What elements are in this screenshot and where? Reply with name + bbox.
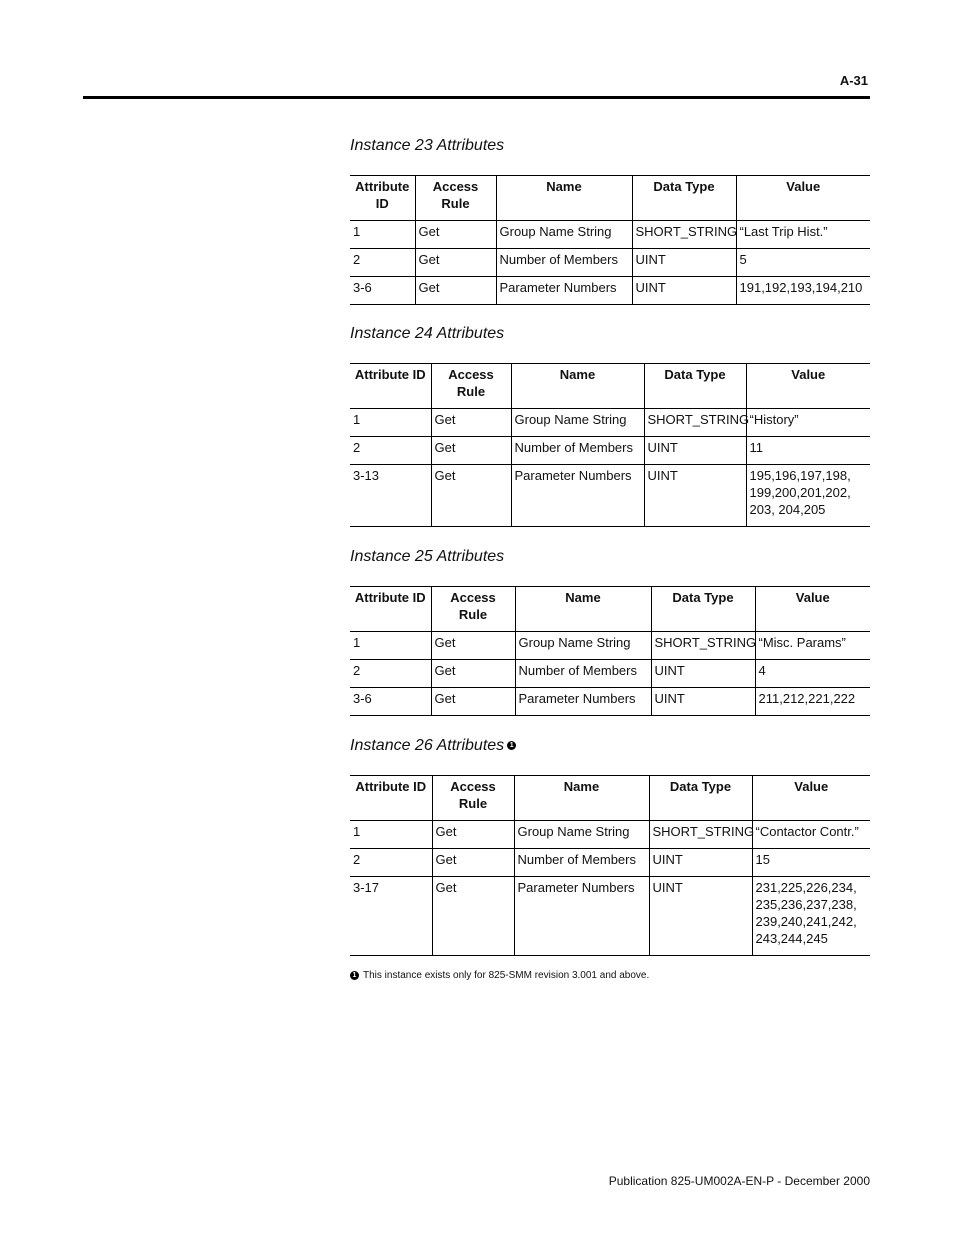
cell-name: Parameter Numbers: [514, 877, 649, 956]
header-attribute-id: Attribute ID: [350, 176, 415, 221]
cell-access-rule: Get: [432, 821, 514, 849]
cell-name: Parameter Numbers: [496, 277, 632, 305]
header-name: Name: [515, 587, 651, 632]
footnote-text: This instance exists only for 825-SMM revision 3.001 and above.: [363, 970, 650, 981]
header-data-type: Data Type: [632, 176, 736, 221]
header-name: Name: [496, 176, 632, 221]
header-value: Value: [755, 587, 870, 632]
publication-footer: Publication 825-UM002A-EN-P - December 2000: [608, 1174, 870, 1188]
header-data-type: Data Type: [651, 587, 755, 632]
cell-data-type: UINT: [649, 877, 752, 956]
instance-24-section: [350, 324, 870, 527]
header-rule: [83, 96, 870, 99]
cell-name: Group Name String: [515, 632, 651, 660]
cell-access-rule: Get: [415, 277, 496, 305]
instance-24-table: [350, 363, 870, 527]
cell-access-rule: Get: [415, 249, 496, 277]
cell-value: “Last Trip Hist.”: [736, 221, 870, 249]
footnote-marker-icon: 1: [507, 741, 516, 750]
table-row: [350, 849, 870, 877]
cell-value: 195,196,197,198, 199,200,201,202, 203, 204,205: [746, 465, 870, 527]
instance-25-section: [350, 547, 870, 716]
cell-value: “History”: [746, 409, 870, 437]
cell-access-rule: Get: [415, 221, 496, 249]
cell-name: Parameter Numbers: [511, 465, 644, 527]
table-row: [350, 437, 870, 465]
instance-25-table: [350, 586, 870, 716]
cell-attribute-id: 1: [350, 409, 431, 437]
header-access-rule: Access Rule: [431, 587, 515, 632]
footnote: [350, 970, 649, 981]
cell-value: “Contactor Contr.”: [752, 821, 870, 849]
page-number: A-31: [839, 73, 868, 88]
header-access-rule: Access Rule: [432, 776, 514, 821]
cell-attribute-id: 1: [350, 821, 432, 849]
cell-attribute-id: 3-17: [350, 877, 432, 956]
instance-26-section: [350, 736, 870, 956]
header-value: Value: [752, 776, 870, 821]
footnote-marker-icon: 1: [350, 971, 359, 980]
table-row: [350, 821, 870, 849]
cell-value: 191,192,193,194,210: [736, 277, 870, 305]
instance-23-table: [350, 175, 870, 305]
cell-value: 4: [755, 660, 870, 688]
cell-attribute-id: 2: [350, 660, 431, 688]
cell-name: Parameter Numbers: [515, 688, 651, 716]
cell-value: “Misc. Params”: [755, 632, 870, 660]
table-row: [350, 249, 870, 277]
header-value: Value: [746, 364, 870, 409]
cell-data-type: SHORT_STRING: [649, 821, 752, 849]
cell-name: Number of Members: [496, 249, 632, 277]
table-caption: Instance 25 Attributes: [350, 548, 505, 565]
cell-access-rule: Get: [432, 877, 514, 956]
header-access-rule: Access Rule: [431, 364, 511, 409]
header-name: Name: [514, 776, 649, 821]
table-row: [350, 688, 870, 716]
cell-access-rule: Get: [432, 849, 514, 877]
table-caption: Instance 26 Attributes 1: [350, 736, 870, 756]
cell-value: 231,225,226,234, 235,236,237,238, 239,240,241,242, 243,244,245: [752, 877, 870, 956]
cell-data-type: UINT: [649, 849, 752, 877]
cell-access-rule: Get: [431, 688, 515, 716]
cell-attribute-id: 2: [350, 249, 415, 277]
cell-value: 15: [752, 849, 870, 877]
table-row: [350, 877, 870, 956]
cell-data-type: SHORT_STRING: [632, 221, 736, 249]
table-row: [350, 221, 870, 249]
cell-access-rule: Get: [431, 409, 511, 437]
cell-attribute-id: 2: [350, 849, 432, 877]
table-row: [350, 660, 870, 688]
header-attribute-id: Attribute ID: [350, 776, 432, 821]
cell-data-type: SHORT_STRING: [651, 632, 755, 660]
header-name: Name: [511, 364, 644, 409]
cell-name: Number of Members: [514, 849, 649, 877]
cell-attribute-id: 3-6: [350, 277, 415, 305]
cell-data-type: UINT: [632, 277, 736, 305]
cell-access-rule: Get: [431, 465, 511, 527]
cell-data-type: UINT: [632, 249, 736, 277]
cell-name: Group Name String: [511, 409, 644, 437]
cell-data-type: SHORT_STRING: [644, 409, 746, 437]
cell-access-rule: Get: [431, 437, 511, 465]
cell-name: Number of Members: [511, 437, 644, 465]
cell-attribute-id: 3-6: [350, 688, 431, 716]
cell-name: Number of Members: [515, 660, 651, 688]
cell-attribute-id: 1: [350, 632, 431, 660]
cell-name: Group Name String: [496, 221, 632, 249]
cell-value: 5: [736, 249, 870, 277]
header-value: Value: [736, 176, 870, 221]
header-data-type: Data Type: [644, 364, 746, 409]
cell-attribute-id: 3-13: [350, 465, 431, 527]
cell-data-type: UINT: [651, 660, 755, 688]
header-access-rule: Access Rule: [415, 176, 496, 221]
instance-23-section: [350, 136, 870, 305]
header-data-type: Data Type: [649, 776, 752, 821]
table-caption: Instance 23 Attributes: [350, 137, 505, 154]
cell-value: 11: [746, 437, 870, 465]
cell-value: 211,212,221,222: [755, 688, 870, 716]
cell-access-rule: Get: [431, 632, 515, 660]
cell-name: Group Name String: [514, 821, 649, 849]
cell-data-type: UINT: [644, 437, 746, 465]
table-caption: Instance 24 Attributes: [350, 325, 505, 342]
header-attribute-id: Attribute ID: [350, 587, 431, 632]
cell-data-type: UINT: [651, 688, 755, 716]
table-row: [350, 632, 870, 660]
table-row: [350, 277, 870, 305]
cell-attribute-id: 2: [350, 437, 431, 465]
cell-attribute-id: 1: [350, 221, 415, 249]
table-row: [350, 409, 870, 437]
cell-access-rule: Get: [431, 660, 515, 688]
table-row: [350, 465, 870, 527]
instance-26-table: [350, 775, 870, 956]
header-attribute-id: Attribute ID: [350, 364, 431, 409]
cell-data-type: UINT: [644, 465, 746, 527]
